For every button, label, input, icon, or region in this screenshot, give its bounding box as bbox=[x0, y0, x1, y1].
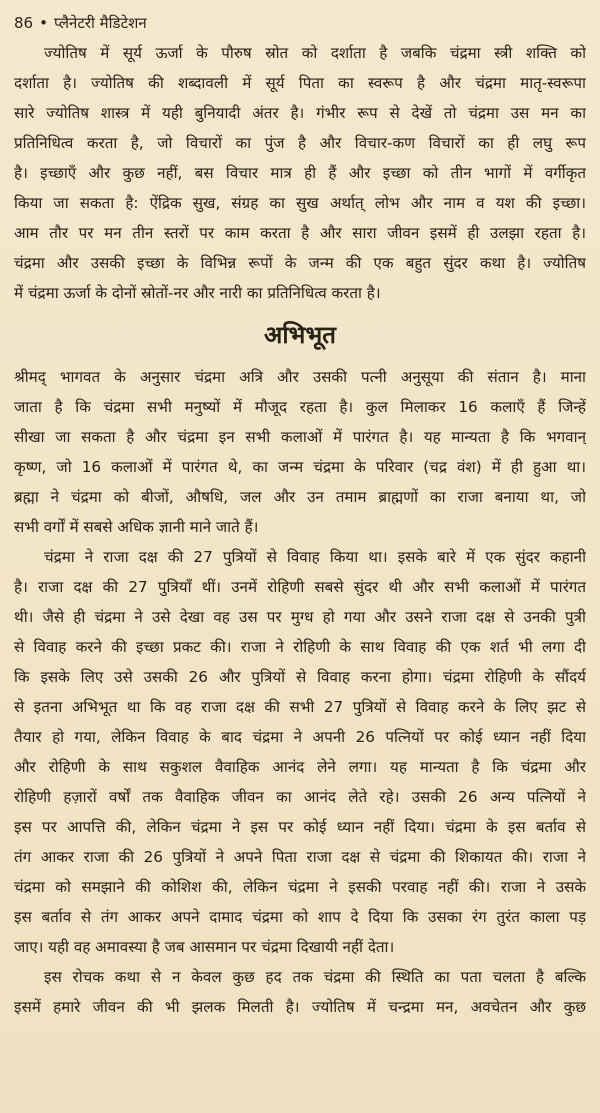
paragraph-4 bbox=[14, 962, 586, 1022]
text-line: से इतना अभिभूत था कि वह राजा दक्ष की सभी 27 पुत्रियों से विवाह करने के लिए झट से bbox=[14, 698, 586, 716]
text-line: कि इसके लिए उसे उसकी 26 और पुत्रियों से विवाह करना होगा। चंद्रमा रोहिणी के सौंदर्य bbox=[14, 668, 586, 686]
text-line: इसमें हमारे जीवन की भी झलक मिलती है। ज्योतिष में चन्द्रमा मन, अवचेतन और कुछ bbox=[14, 998, 586, 1016]
text-line: तैयार हो गया, लेकिन विवाह के बाद चंद्रमा ने अपनी 26 पत्नियों पर कोई ध्यान नहीं दिया bbox=[14, 728, 586, 746]
text-line: दर्शाता है। ज्योतिष की शब्दावली में सूर्य पिता का स्वरूप है और चंद्रमा मातृ-स्वरूपा bbox=[14, 74, 586, 92]
text-line: इस बर्ताव से तंग आकर अपने दामाद चंद्रमा को शाप दे दिया कि उसका रंग तुरंत काला पड़ bbox=[14, 908, 586, 926]
text-line: चंद्रमा को समझाने की कोशिश की, लेकिन चंद्रमा ने इसकी परवाह नहीं की। राजा ने उसके bbox=[14, 878, 586, 896]
text-line: श्रीमद् भागवत के अनुसार चंद्रमा अत्रि और उसकी पत्नी अनुसूया की संतान है। माना bbox=[14, 368, 586, 386]
text-line: चंद्रमा और उसकी इच्छा के विभिन्न रूपों के जन्म की एक बहुत सुंदर कथा है। ज्योतिष bbox=[14, 254, 586, 272]
text-line: चंद्रमा ने राजा दक्ष की 27 पुत्रियों से विवाह किया था। इसके बारे में एक सुंदर कहानी bbox=[44, 548, 586, 566]
text-line: से विवाह करने की इच्छा प्रकट की। राजा ने रोहिणी के साथ विवाह की एक शर्त भी लगा दी bbox=[14, 638, 586, 656]
section-heading: अभिभूत bbox=[264, 321, 336, 349]
text-line: तंग आकर राजा की 26 पुत्रियों ने अपने पिता राजा दक्ष से चंद्रमा की शिकायत की। राजा ने bbox=[14, 848, 586, 866]
paragraph-2 bbox=[14, 362, 586, 542]
text-line: है। इच्छाएँ और कुछ नहीं, बस विचार मात्र ही हैं और इच्छा को तीन भागों में वर्गीकृत bbox=[14, 164, 586, 182]
text-line: कृष्ण, जो 16 कलाओं में पारंगत थे, का जन्म चंद्रमा के परिवार (चद्र वंश) में ही हुआ था। bbox=[14, 458, 586, 476]
text-line: सारे ज्योतिष शास्त्र में यही बुनियादी अंतर है। गंभीर रूप से देखें तो चंद्रमा उस मन का bbox=[14, 104, 586, 122]
book-title: प्लैनेटरी मैडिटेशन bbox=[53, 14, 147, 32]
text-line: थी। जैसे ही चंद्रमा ने उसे देखा वह उस पर मुग्ध हो गया और उसने राजा दक्ष से उनकी पुत्री bbox=[14, 608, 586, 626]
running-header bbox=[14, 12, 586, 34]
paragraph-1 bbox=[14, 38, 586, 308]
text-line: जाए। यही वह अमावस्या है जब आसमान पर चंद्रमा दिखायी नहीं देता। bbox=[14, 938, 395, 956]
text-line: सभी वर्गों में सबसे अधिक ज्ञानी माने जाते हैं। bbox=[14, 518, 259, 536]
text-line: और रोहिणी के साथ सकुशल वैवाहिक आनंद लेने लगा। यह मान्यता है कि चंद्रमा और bbox=[14, 758, 586, 776]
text-line: में चंद्रमा ऊर्जा के दोनों स्रोतों-नर और नारी का प्रतिनिधित्व करता है। bbox=[14, 284, 381, 302]
text-line: किया जा सकता है: ऐंद्रिक सुख, संग्रह का सुख अर्थात् लोभ और नाम व यश की इच्छा। bbox=[14, 194, 586, 212]
text-line: प्रतिनिधित्व करता है, जो विचारों का पुंज है और विचार-कण विचारों का ही लघु रूप bbox=[14, 134, 586, 152]
text-line: इस पर आपत्ति की, लेकिन चंद्रमा ने इस पर कोई ध्यान नहीं दिया। चंद्रमा के इस बर्ताव से bbox=[14, 818, 586, 836]
text-line: है। राजा दक्ष की 27 पुत्रियाँ थीं। उनमें रोहिणी सबसे सुंदर थी और सभी कलाओं में पारंगत bbox=[14, 578, 586, 596]
text-line: सीखा जा सकता है और चंद्रमा इन सभी कलाओं में पारंगत है। यह मान्यता है कि भगवान् bbox=[14, 428, 586, 446]
text-line: इस रोचक कथा से न केवल कुछ हद तक चंद्रमा की स्थिति का पता चलता है बल्कि bbox=[44, 968, 586, 986]
text-line: ज्योतिष में सूर्य ऊर्जा के पौरुष स्रोत को दर्शाता है जबकि चंद्रमा स्त्री शक्ति को bbox=[44, 44, 586, 62]
text-line: जाता है कि चंद्रमा सभी मनुष्यों में मौजूद रहता है। कुल मिलाकर 16 कलाएँ हैं जिन्हें bbox=[14, 398, 586, 416]
paragraph-3 bbox=[14, 542, 586, 962]
text-line: आम तौर पर मन तीन स्तरों पर काम करता है और सारा जीवन इसमें ही उलझा रहता है। bbox=[14, 224, 586, 242]
text-line: रोहिणी हज़ारों वर्षों तक वैवाहिक जीवन का आनंद लेते रहे। उसकी 26 अन्य पत्नियों ने bbox=[14, 788, 586, 806]
header-separator: • bbox=[39, 14, 48, 32]
page-number: 86 bbox=[14, 14, 34, 32]
text-line: ब्रह्मा ने चंद्रमा को बीजों, औषधि, जल और उन तमाम ब्राह्मणों का राजा बनाया था, जो bbox=[14, 488, 586, 506]
